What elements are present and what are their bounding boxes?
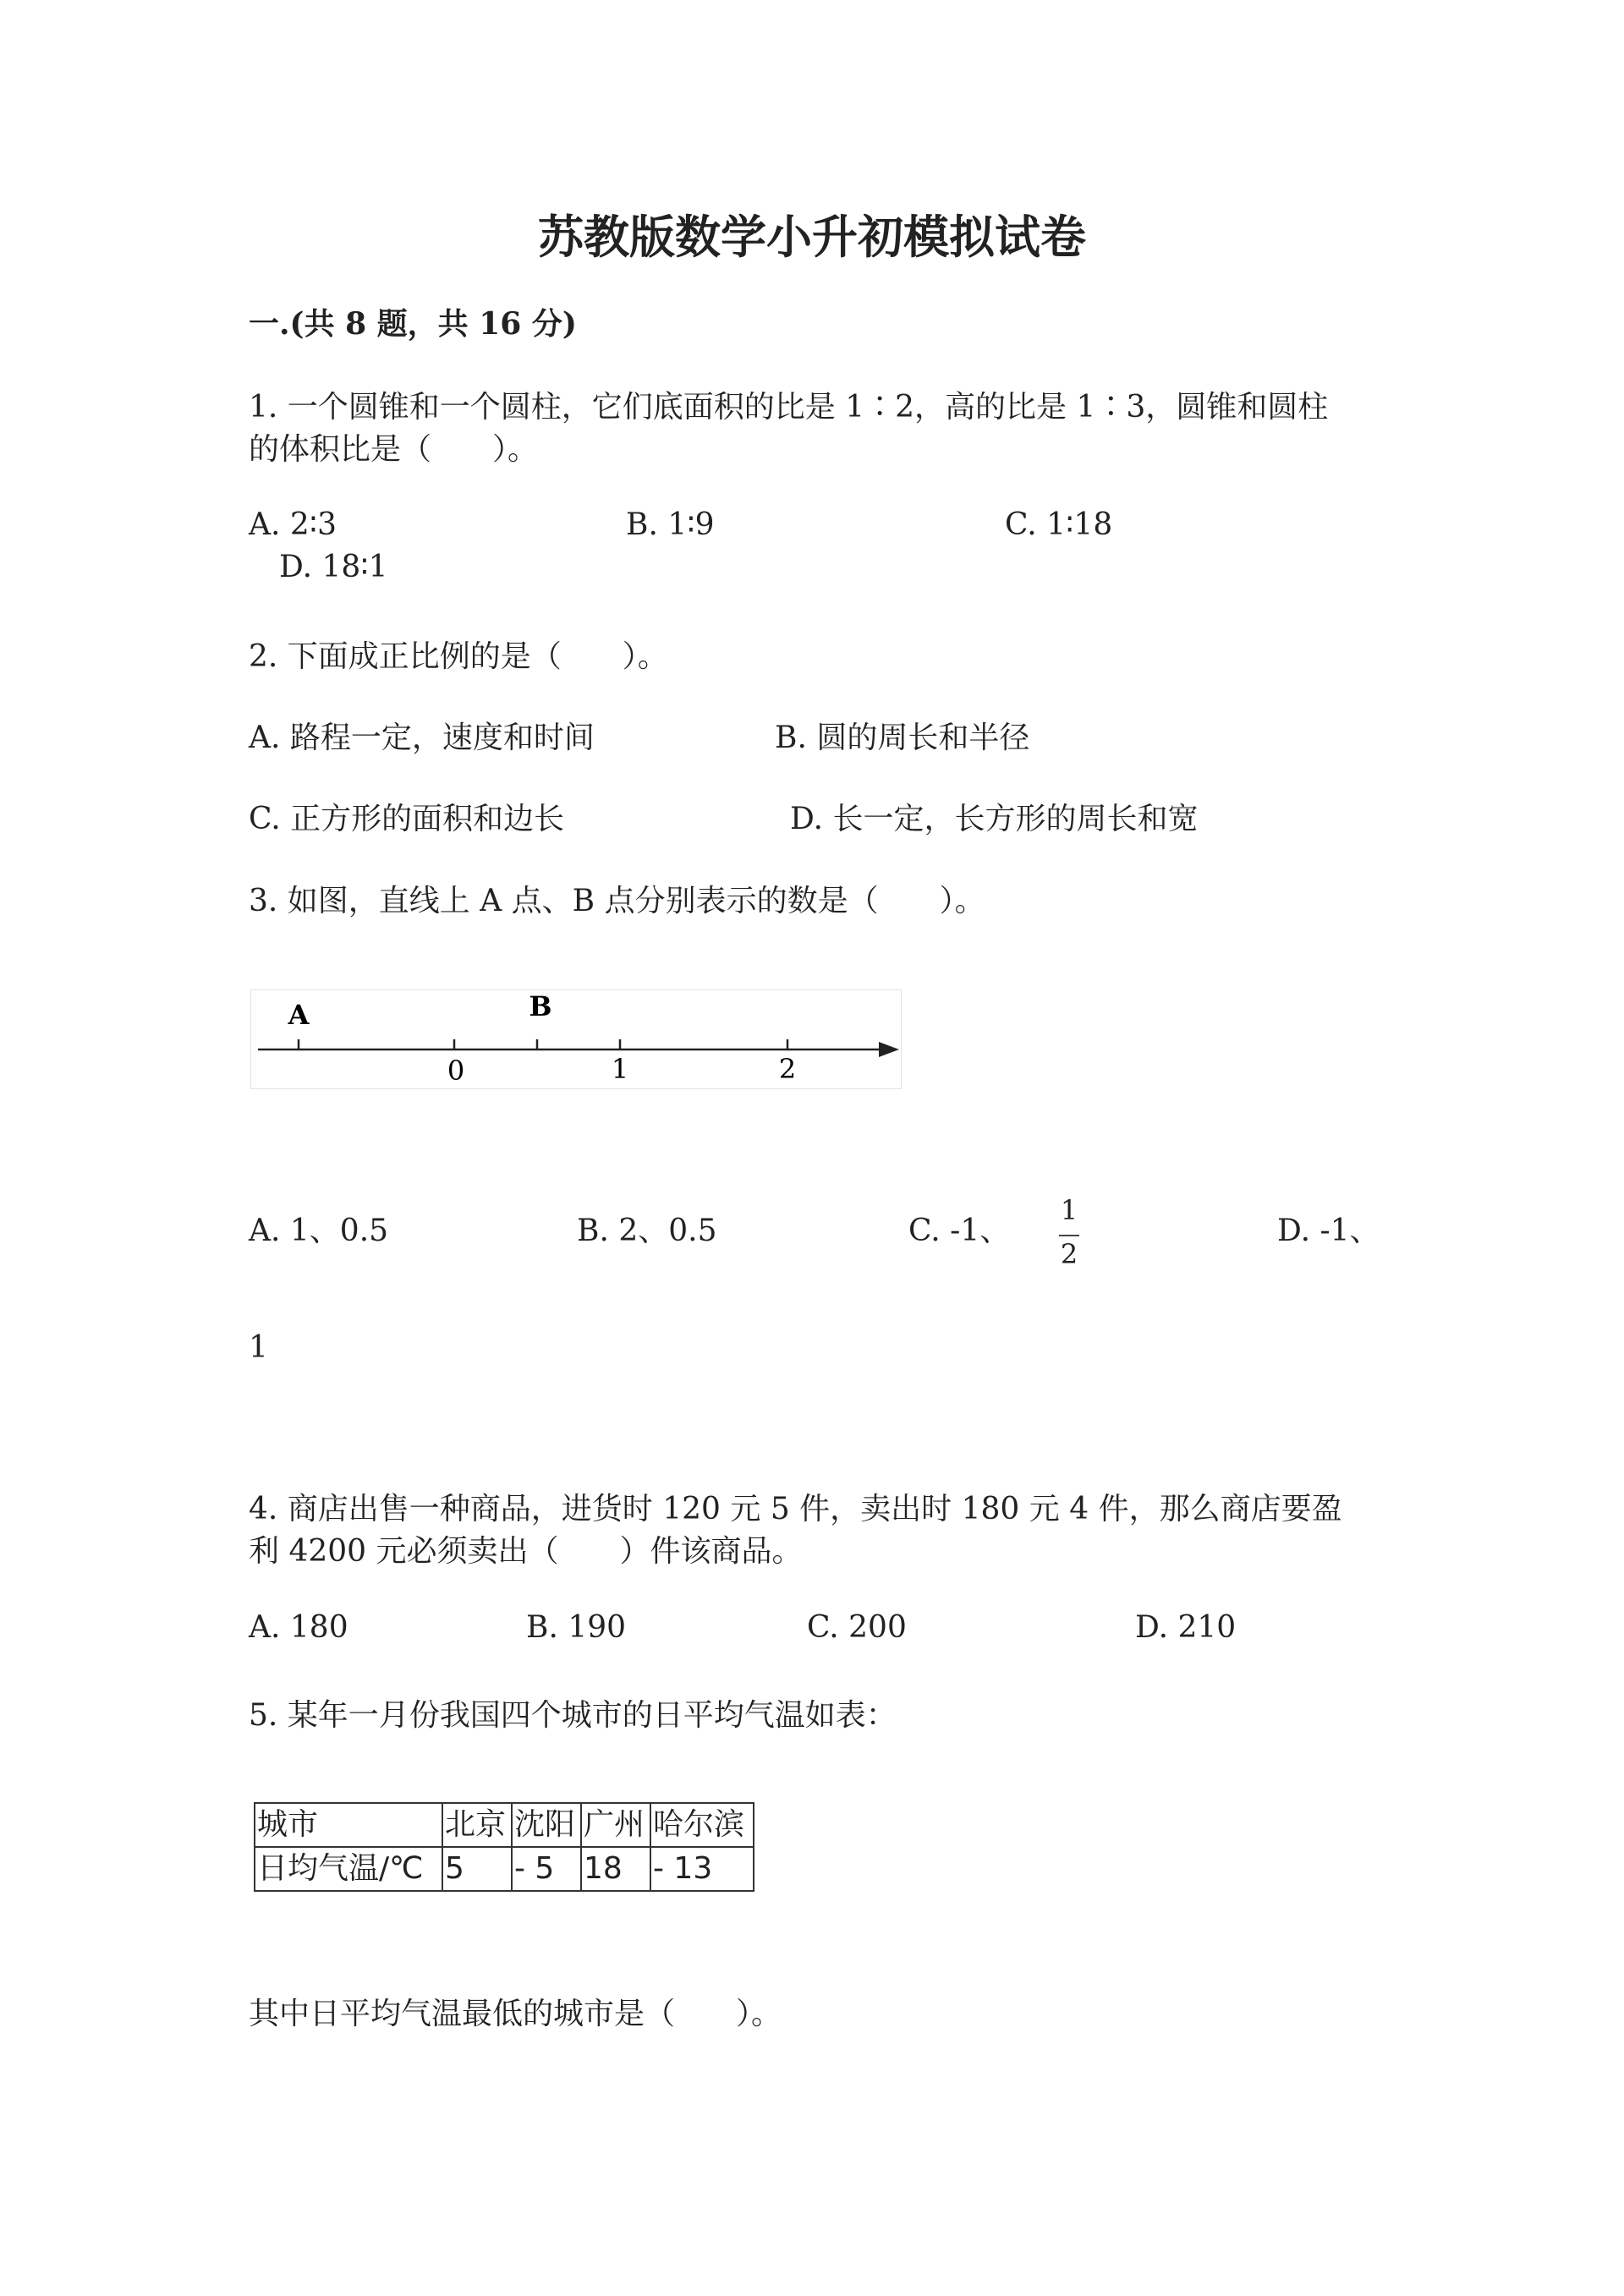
q3-option-b: B. 2、0.5 — [577, 1214, 717, 1248]
number-line-arrow-icon — [879, 1042, 899, 1057]
tick-label-2: 2 — [778, 1053, 797, 1085]
q4-stem-line2: 利 4200 元必须卖出（ ）件该商品。 — [249, 1534, 803, 1569]
q2-option-a: A. 路程一定，速度和时间 — [249, 721, 595, 755]
tick-label-0: 0 — [447, 1055, 465, 1087]
number-line-svg — [251, 990, 901, 1088]
q2-option-b: B. 圆的周长和半径 — [775, 721, 1030, 755]
q1-option-d: D. 18∶1 — [279, 550, 388, 584]
temperature-table — [254, 1802, 754, 1892]
q3-stem: 3. 如图，直线上 A 点、B 点分别表示的数是（ ）。 — [249, 884, 985, 918]
table-cell: 广州 — [581, 1803, 650, 1847]
point-a-label: A — [288, 999, 310, 1031]
table-header-row — [255, 1803, 754, 1847]
fraction-bar — [1059, 1235, 1079, 1236]
page-title: 苏教版数学小升初模拟试卷 — [538, 210, 1086, 264]
q4-option-b: B. 190 — [526, 1610, 627, 1645]
table-cell: 5 — [442, 1847, 512, 1891]
q3-option-c: C. -1、 — [908, 1214, 1011, 1248]
q3-option-a: A. 1、0.5 — [249, 1214, 389, 1248]
q1-option-c: C. 1∶18 — [1005, 507, 1113, 542]
table-row — [255, 1847, 754, 1891]
q1-option-a: A. 2∶3 — [249, 507, 337, 542]
q5-stem: 5. 某年一月份我国四个城市的日平均气温如表： — [249, 1698, 897, 1733]
table-cell: 日均气温/℃ — [255, 1847, 442, 1891]
section-heading: 一.(共 8 题，共 16 分) — [249, 306, 577, 342]
q5-follow-up: 其中日平均气温最低的城市是（ ）。 — [249, 1997, 782, 2031]
table-cell: - 13 — [650, 1847, 754, 1891]
q1-stem-line2: 的体积比是（ ）。 — [249, 432, 539, 467]
q4-option-d: D. 210 — [1135, 1610, 1237, 1645]
q2-stem: 2. 下面成正比例的是（ ）。 — [249, 639, 668, 674]
fraction-denominator: 2 — [1060, 1238, 1078, 1270]
fraction-numerator: 1 — [1060, 1194, 1078, 1226]
q2-option-c: C. 正方形的面积和边长 — [249, 802, 565, 836]
q2-option-d: D. 长一定，长方形的周长和宽 — [790, 802, 1199, 836]
point-b-label: B — [529, 990, 552, 1022]
table-cell: - 5 — [512, 1847, 581, 1891]
q3-option-d-continued: 1 — [249, 1330, 268, 1365]
q1-stem-line1: 1. 一个圆锥和一个圆柱，它们底面积的比是 1∶2，高的比是 1∶3，圆锥和圆柱 — [249, 390, 1329, 425]
table-cell: 18 — [581, 1847, 650, 1891]
q1-option-b: B. 1∶9 — [626, 507, 715, 542]
q4-stem-line1: 4. 商店出售一种商品，进货时 120 元 5 件，卖出时 180 元 4 件，那么商店要盈 — [249, 1492, 1342, 1526]
q4-option-a: A. 180 — [249, 1610, 348, 1645]
table-cell: 北京 — [442, 1803, 512, 1847]
number-line-figure — [250, 989, 902, 1089]
q4-option-c: C. 200 — [807, 1610, 907, 1645]
tick-label-1: 1 — [611, 1053, 629, 1085]
table-cell: 哈尔滨 — [650, 1803, 754, 1847]
q3-option-d: D. -1、 — [1277, 1214, 1380, 1248]
table-cell: 沈阳 — [512, 1803, 581, 1847]
table-cell: 城市 — [255, 1803, 442, 1847]
